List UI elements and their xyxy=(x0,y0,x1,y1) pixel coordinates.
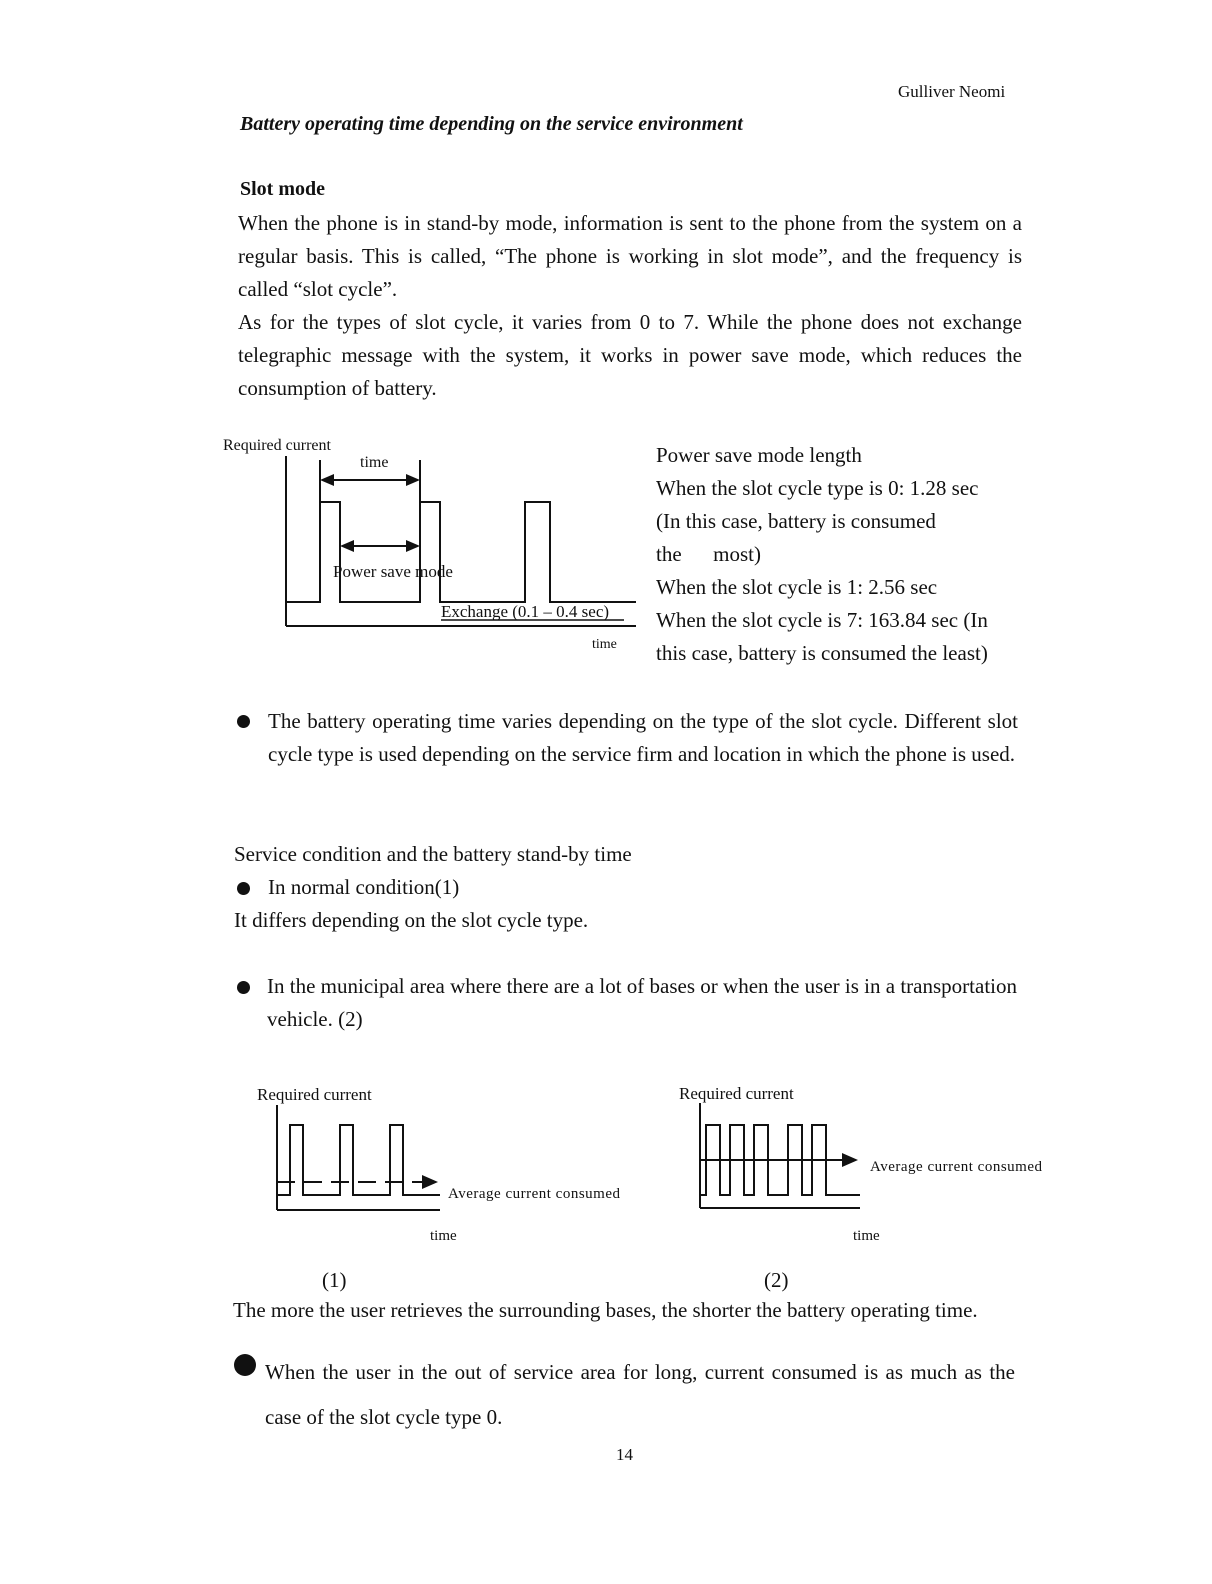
right-average-label: Average current consumed xyxy=(870,1159,1043,1175)
power-save-line: (In this case, battery is consumed xyxy=(656,509,936,533)
current-diagram-municipal xyxy=(670,1075,1070,1255)
retrieve-text: The more the user retrieves the surrounding bases, the shorter the battery operating time. xyxy=(233,1298,978,1322)
power-save-arrow-left-head xyxy=(340,540,354,552)
current-diagram-normal xyxy=(250,1075,670,1255)
bullet-icon xyxy=(237,715,250,728)
power-save-line: When the slot cycle type is 0: 1.28 sec xyxy=(656,476,979,500)
left-diagram-x-label: time xyxy=(430,1228,457,1244)
page-title: Battery operating time depending on the service environment xyxy=(240,113,743,135)
slot-mode-heading: Slot mode xyxy=(240,178,325,200)
power-save-line: Power save mode length xyxy=(656,443,862,467)
diagram-time-label: time xyxy=(360,454,389,471)
right-diagram-x-label: time xyxy=(853,1228,880,1244)
service-heading: Service condition and the battery stand-by time xyxy=(234,842,632,866)
right-average-arrow-head xyxy=(842,1153,858,1167)
bullet-municipal-text: In the municipal area where there are a lot of bases or when the user is in a transportation vehicle. (2) xyxy=(267,974,1017,1031)
diagram-y-label: Required current xyxy=(223,437,331,454)
right-diagram-y-label: Required current xyxy=(679,1084,794,1103)
power-save-line: this case, battery is consumed the least) xyxy=(656,641,988,665)
bullet-icon xyxy=(237,981,250,994)
diagram-pulse-waveform xyxy=(286,502,636,602)
bullet-normal-condition: In normal condition(1) xyxy=(268,875,460,899)
power-save-line: When the slot cycle is 7: 163.84 sec (In xyxy=(656,608,988,632)
slot-mode-paragraph-2: As for the types of slot cycle, it varies from 0 to 7. While the phone does not exchange telegraphic message with the system, it works in power save mode, which reduces the consumption of battery. xyxy=(238,310,1022,400)
bullet-slot-cycle-text: The battery operating time varies depending on the type of the slot cycle. Different slot cycle type is used depending on the service firm and location in which the phone is used. xyxy=(268,709,1018,766)
power-save-arrow-right-head xyxy=(406,540,420,552)
slot-mode-paragraph-1: When the phone is in stand-by mode, information is sent to the phone from the system on a regular basis. This is called, “The phone is working in slot mode”, and the frequency is called “slot cycle”. xyxy=(238,211,1022,301)
bullet-icon xyxy=(234,1354,256,1376)
exchange-label: Exchange (0.1 – 0.4 sec) xyxy=(441,602,610,621)
time-arrow-left-head xyxy=(320,474,334,486)
diagram-x-label: time xyxy=(592,637,617,652)
differs-text: It differs depending on the slot cycle type. xyxy=(234,908,589,932)
bullet-icon xyxy=(237,882,250,895)
page-number: 14 xyxy=(616,1445,633,1464)
slot-cycle-diagram xyxy=(220,430,640,660)
left-average-label: Average current consumed xyxy=(448,1186,621,1202)
page-header-author: Gulliver Neomi xyxy=(898,82,1006,101)
power-save-description xyxy=(656,439,1026,670)
left-diagram-y-label: Required current xyxy=(257,1085,372,1104)
caption-right: (2) xyxy=(764,1268,789,1292)
caption-left: (1) xyxy=(322,1268,347,1292)
power-save-label: Power save mode xyxy=(333,562,453,581)
left-diagram-pulses xyxy=(277,1125,440,1195)
power-save-line: the most) xyxy=(656,542,761,566)
bullet-out-of-service-text: When the user in the out of service area for long, current consumed is as much as the case of the slot cycle type 0. xyxy=(265,1360,1015,1429)
time-arrow-right-head xyxy=(406,474,420,486)
power-save-line: When the slot cycle is 1: 2.56 sec xyxy=(656,575,938,599)
left-average-arrow-head xyxy=(422,1175,438,1189)
